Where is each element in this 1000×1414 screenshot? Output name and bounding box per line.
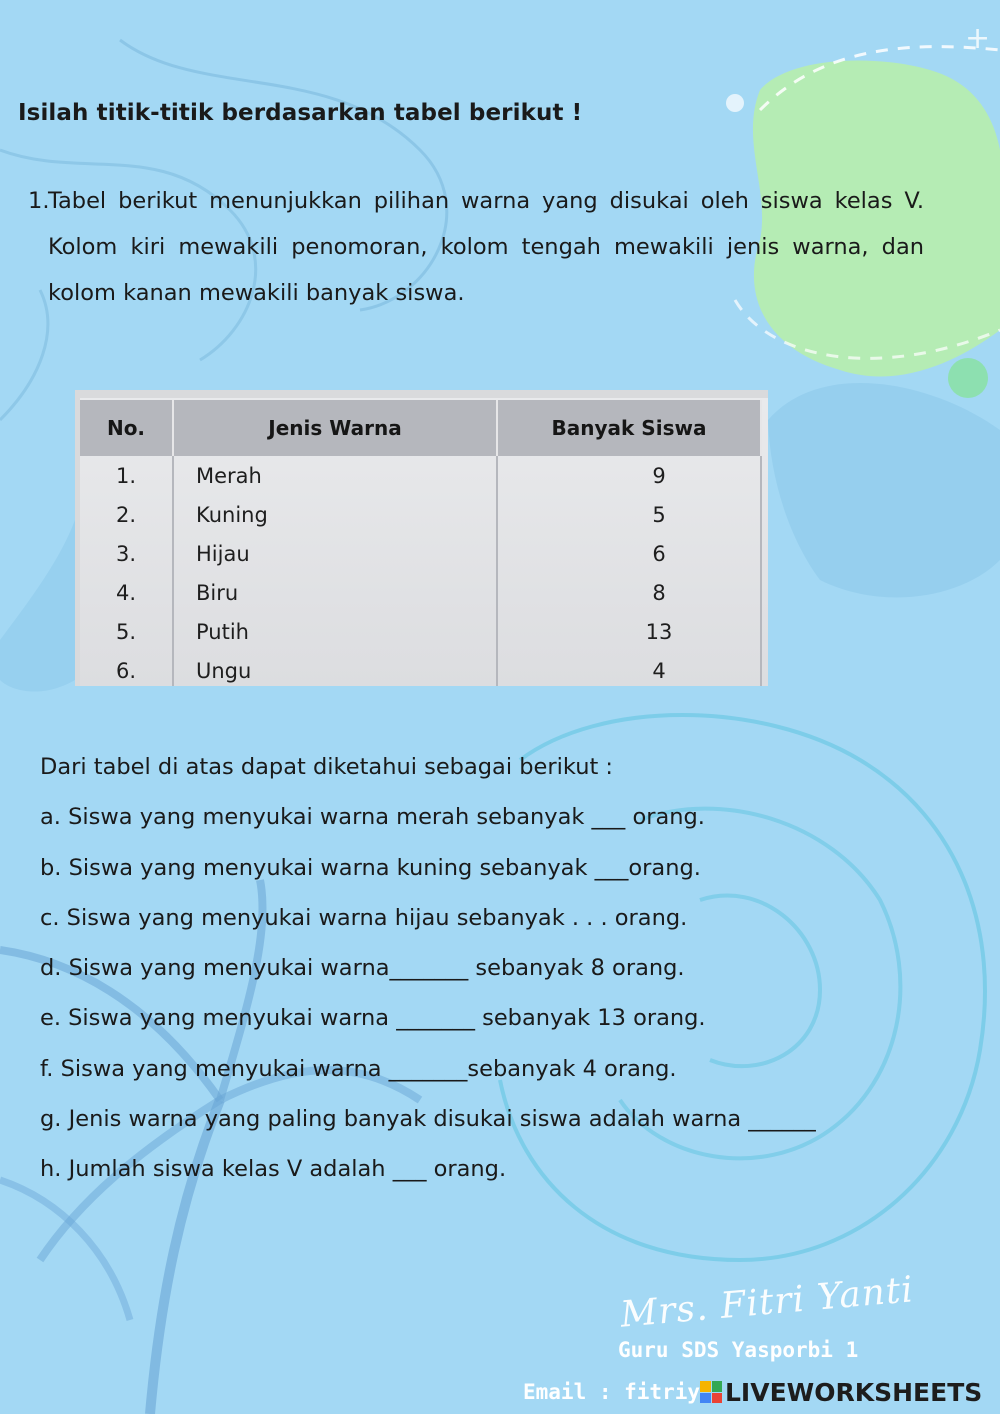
answer-b: b. Siswa yang menyukai warna kuning sebanyak ___orang. [40,854,701,881]
teacher-email: Email : fitriy [523,1380,701,1404]
monstera-leaf-2 [0,520,75,692]
header-no: No. [80,400,173,456]
answer-g: g. Jenis warna yang paling banyak disukai siswa adalah warna ______ [40,1106,816,1133]
decor-plus: + [965,21,991,56]
row-no: 2. [80,495,173,534]
liveworksheets-logo-icon [700,1381,722,1403]
row-warna: Kuning [173,495,497,534]
answer-a: a. Siswa yang menyukai warna merah sebanyak ___ orang. [40,804,705,831]
monstera-leaf [768,383,1000,597]
row-warna: Biru [173,573,497,612]
table-row [80,495,761,534]
row-siswa: 9 [497,456,761,495]
answers-intro: Dari tabel di atas dapat diketahui sebagai berikut : [40,754,614,780]
answers-section [40,742,980,1195]
palm-frond-5 [0,1180,130,1320]
question-number: 1. [28,188,50,214]
table-row [80,651,761,686]
answer-f: f. Siswa yang menyukai warna _______sebanyak 4 orang. [40,1055,677,1082]
row-siswa: 6 [497,534,761,573]
answer-h: h. Jumlah siswa kelas V adalah ___ orang. [40,1156,507,1183]
header-jenis-warna: Jenis Warna [173,400,497,456]
table-row [80,456,761,495]
row-warna: Merah [173,456,497,495]
question-block [28,178,924,316]
liveworksheets-watermark [700,1376,988,1408]
teacher-school: Guru SDS Yasporbi 1 [618,1338,859,1362]
decor-dot-green [948,358,988,398]
row-no: 5. [80,612,173,651]
row-siswa: 13 [497,612,761,651]
watermark-text: LIVEWORKSHEETS [725,1377,983,1407]
table-row [80,612,761,651]
row-no: 1. [80,456,173,495]
page-heading: Isilah titik-titik berdasarkan tabel berikut ! [18,100,583,126]
answer-c: c. Siswa yang menyukai warna hijau sebanyak . . . orang. [40,904,688,931]
row-warna: Putih [173,612,497,651]
question-text: Tabel berikut menunjukkan pilihan warna yang disukai oleh siswa kelas V. Kolom kiri mewakili penomoran, kolom tengah mewakili jenis warna, dan kolom kanan mewakili banyak siswa. [48,188,924,306]
decor-dot [726,94,744,112]
header-banyak-siswa: Banyak Siswa [497,400,761,456]
table-row [80,534,761,573]
row-no: 6. [80,651,173,686]
table-photo [75,390,768,686]
row-siswa: 5 [497,495,761,534]
row-siswa: 8 [497,573,761,612]
table-header-row [80,400,761,456]
color-table [80,400,762,686]
answer-e: e. Siswa yang menyukai warna _______ sebanyak 13 orang. [40,1005,706,1032]
answer-d: d. Siswa yang menyukai warna_______ sebanyak 8 orang. [40,955,685,982]
row-warna: Ungu [173,651,497,686]
row-no: 4. [80,573,173,612]
table-row [80,573,761,612]
row-siswa: 4 [497,651,761,686]
row-no: 3. [80,534,173,573]
teacher-signature: Mrs. Fitri Yanti [618,1269,916,1336]
row-warna: Hijau [173,534,497,573]
